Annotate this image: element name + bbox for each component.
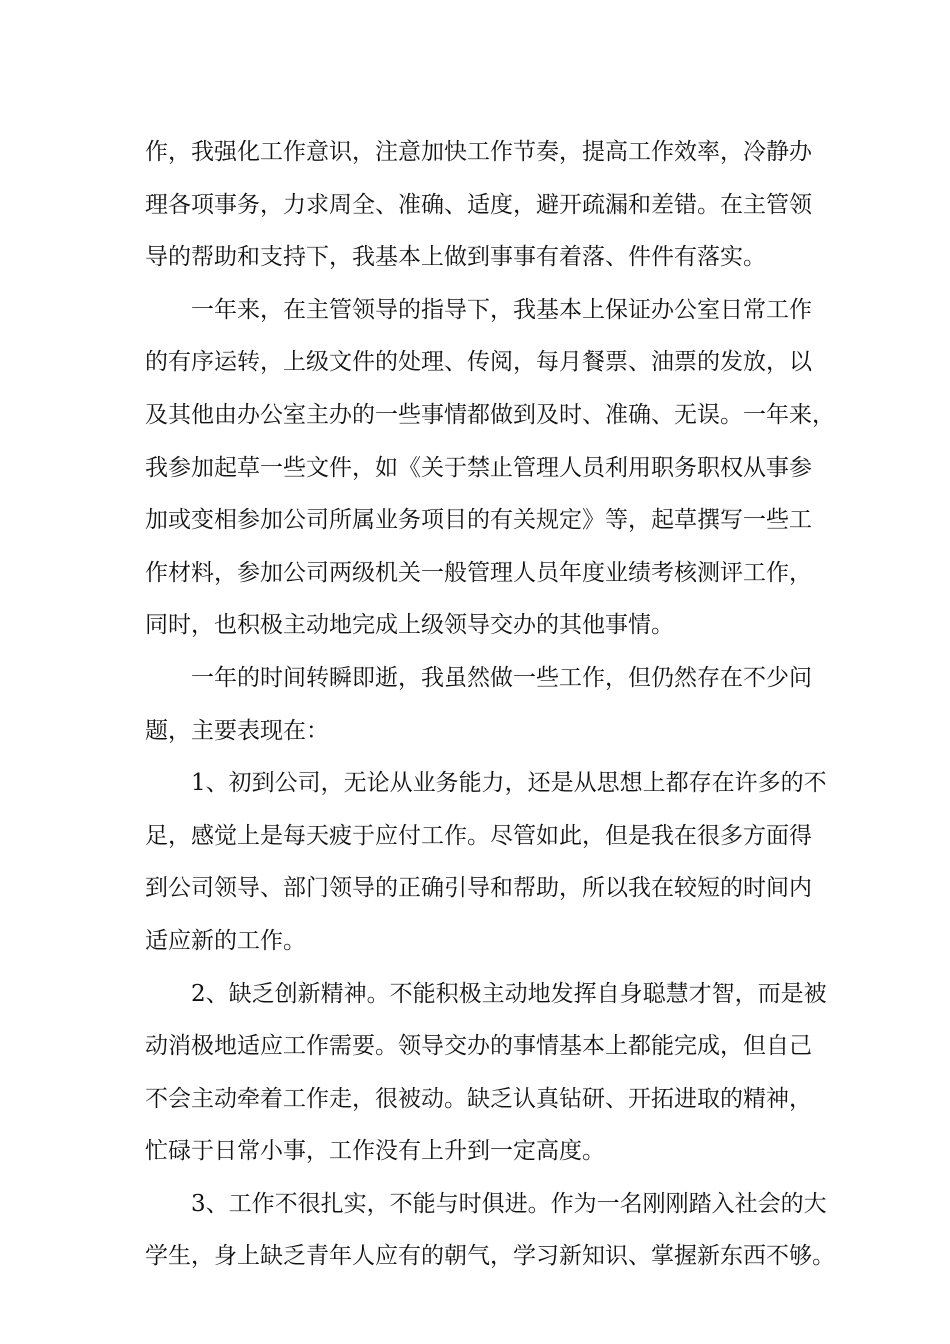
text-line: 足，感觉上是每天疲于应付工作。尽管如此，但是我在很多方面得	[145, 822, 812, 849]
text-line: 作，我强化工作意识，注意加快工作节奏，提高工作效率，冷静办	[145, 139, 812, 165]
text-line: 一年的时间转瞬即逝，我虽然做一些工作，但仍然存在不少问	[191, 664, 812, 691]
paragraph-5	[145, 968, 835, 1178]
text-line: 加或变相参加公司所属业务项目的有关规定》等，起草撰写一些工	[145, 507, 812, 534]
paragraph-6	[145, 1178, 835, 1283]
paragraph-4	[145, 757, 835, 967]
paragraph-1	[145, 126, 835, 284]
text-line: 作材料，参加公司两级机关一般管理人员年度业绩考核测评工作，	[145, 559, 812, 586]
text-line: 导的帮助和支持下，我基本上做到事事有着落、件件有落实。	[145, 244, 766, 271]
text-line: 理各项事务，力求周全、准确、适度，避开疏漏和差错。在主管领	[145, 191, 812, 218]
text-line: 的有序运转，上级文件的处理、传阅，每月餐票、油票的发放，以	[145, 349, 812, 376]
text-line: 动消极地适应工作需要。领导交办的事情基本上都能完成，但自己	[145, 1033, 812, 1060]
text-line: 学生，身上缺乏青年人应有的朝气，学习新知识、掌握新东西不够。	[145, 1243, 835, 1270]
text-line: 题，主要表现在：	[145, 717, 329, 744]
paragraph-2	[145, 284, 835, 652]
text-line: 适应新的工作。	[145, 927, 306, 954]
document-body	[145, 126, 835, 1283]
text-line: 我参加起草一些文件，如《关于禁止管理人员利用职务职权从事参	[145, 454, 812, 481]
text-line: 及其他由办公室主办的一些事情都做到及时、准确、无误。一年来，	[145, 401, 835, 428]
paragraph-3	[145, 652, 835, 757]
text-line: 忙碌于日常小事，工作没有上升到一定高度。	[145, 1138, 605, 1165]
text-line: 一年来，在主管领导的指导下，我基本上保证办公室日常工作	[191, 296, 812, 323]
text-line: 同时，也积极主动地完成上级领导交办的其他事情。	[145, 612, 674, 639]
text-line: 2、缺乏创新精神。不能积极主动地发挥自身聪慧才智，而是被	[191, 980, 827, 1007]
text-line: 1、初到公司，无论从业务能力，还是从思想上都存在许多的不	[191, 770, 827, 797]
text-line: 3、工作不很扎实，不能与时俱进。作为一名刚刚踏入社会的大	[191, 1190, 827, 1217]
text-line: 到公司领导、部门领导的正确引导和帮助，所以我在较短的时间内	[145, 875, 812, 902]
text-line: 不会主动牵着工作走，很被动。缺乏认真钻研、开拓进取的精神，	[145, 1085, 812, 1112]
